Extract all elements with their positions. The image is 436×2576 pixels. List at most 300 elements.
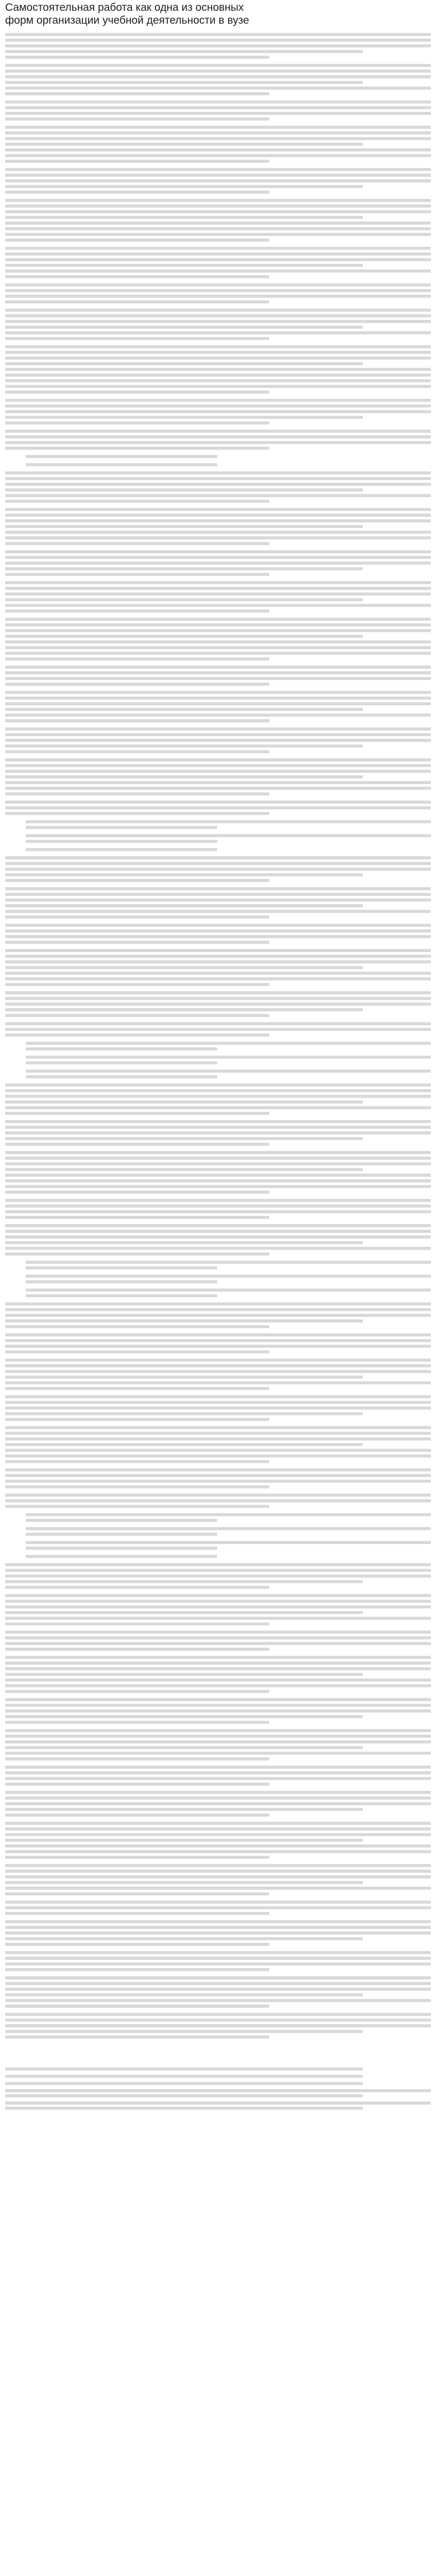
text-line	[26, 463, 217, 466]
text-line	[5, 1205, 431, 1208]
text-line	[5, 1901, 431, 1904]
text-line	[5, 300, 269, 303]
paragraph	[5, 1042, 431, 1050]
text-line	[5, 887, 431, 890]
text-line	[5, 1993, 363, 1996]
text-line	[5, 1350, 269, 1353]
text-line	[5, 258, 431, 261]
text-line	[5, 536, 431, 539]
text-line	[5, 1345, 431, 1348]
text-line	[5, 1864, 431, 1867]
text-line	[26, 1042, 431, 1045]
text-line	[5, 2030, 363, 2033]
text-line	[5, 399, 431, 402]
text-line	[5, 764, 431, 767]
paragraph	[5, 100, 431, 121]
text-line	[26, 1555, 217, 1558]
text-line	[5, 1474, 431, 1477]
paragraph	[5, 1275, 431, 1283]
text-line	[5, 1698, 431, 1701]
text-line	[5, 562, 431, 565]
text-line	[5, 1580, 363, 1583]
text-line	[5, 1679, 431, 1682]
text-line	[5, 691, 431, 694]
text-line	[5, 205, 431, 208]
text-line	[5, 1856, 269, 1859]
text-line	[26, 1533, 217, 1536]
text-line	[5, 935, 431, 938]
article-title: Самостоятельная работа как одна из основных форм организации учебной деятельности в вузе	[5, 2, 249, 26]
paragraph	[5, 1120, 431, 1146]
paragraph	[5, 1563, 431, 1589]
text-line	[5, 1168, 363, 1171]
text-line	[5, 137, 431, 140]
text-line	[5, 1709, 431, 1713]
text-line	[5, 1870, 431, 1873]
text-line	[5, 416, 363, 419]
text-line	[5, 519, 431, 522]
text-line	[5, 1302, 431, 1306]
text-line	[5, 131, 431, 134]
reference-item	[5, 2082, 431, 2085]
text-line	[5, 991, 431, 994]
paragraph	[5, 758, 431, 795]
text-line	[5, 1937, 363, 1940]
text-line	[5, 374, 431, 377]
text-line	[5, 295, 431, 298]
paragraph	[5, 1199, 431, 1219]
text-line	[5, 1839, 363, 1842]
reference-item	[5, 2075, 431, 2078]
text-line	[5, 1112, 269, 1115]
text-line	[5, 623, 431, 626]
text-line	[5, 2036, 269, 2039]
paragraph	[5, 1022, 431, 1037]
text-line	[5, 960, 431, 963]
text-line	[5, 770, 431, 773]
text-line	[5, 1339, 431, 1342]
text-line	[5, 320, 431, 323]
paragraph	[5, 1070, 431, 1078]
text-line	[5, 683, 269, 686]
text-line	[5, 1230, 431, 1233]
text-line	[5, 1376, 363, 1379]
paragraph	[5, 1151, 431, 1194]
paragraph	[5, 1426, 431, 1463]
text-line	[5, 1224, 431, 1227]
text-line	[5, 233, 431, 236]
text-line	[5, 148, 431, 151]
text-line	[5, 1740, 431, 1743]
text-line	[5, 1704, 431, 1707]
text-line	[5, 1319, 363, 1323]
text-line	[5, 916, 269, 919]
text-line	[5, 1844, 431, 1848]
paragraph	[5, 1494, 431, 1508]
text-line	[5, 337, 269, 340]
text-line	[5, 581, 431, 584]
paragraph	[5, 455, 431, 458]
text-line	[5, 1460, 269, 1463]
text-line	[5, 1912, 269, 1915]
paragraph	[5, 247, 431, 278]
text-line	[5, 1137, 363, 1140]
text-line	[5, 671, 431, 674]
text-line	[5, 1014, 269, 1017]
text-line	[26, 1541, 431, 1544]
text-line	[5, 666, 431, 669]
paragraph	[5, 1302, 431, 1328]
text-line	[5, 1636, 431, 1639]
text-line	[5, 758, 431, 761]
text-line	[5, 1443, 363, 1446]
text-line	[5, 1480, 431, 1483]
text-line	[5, 514, 431, 517]
text-line	[5, 2024, 431, 2027]
text-line	[5, 210, 431, 213]
text-line	[5, 873, 363, 876]
text-line	[5, 2075, 363, 2078]
paragraph	[5, 1976, 431, 2008]
paragraph	[5, 1656, 431, 1693]
text-line	[5, 1783, 269, 1786]
text-line	[5, 1827, 431, 1831]
text-line	[5, 216, 363, 219]
text-line	[5, 283, 431, 286]
text-line	[5, 368, 431, 371]
text-line	[5, 1022, 431, 1025]
text-line	[5, 1771, 431, 1774]
text-line	[5, 1191, 269, 1194]
text-line	[5, 1777, 431, 1780]
text-line	[5, 1667, 431, 1670]
text-line	[5, 868, 431, 871]
text-line	[5, 646, 431, 649]
text-line	[5, 126, 431, 129]
text-line	[26, 1261, 431, 1264]
text-line	[5, 652, 431, 655]
text-line	[5, 1574, 431, 1578]
text-line	[5, 160, 269, 163]
text-line	[5, 1143, 269, 1146]
text-line	[5, 1735, 431, 1738]
paragraph	[5, 33, 431, 59]
text-line	[5, 112, 431, 115]
paragraph	[5, 283, 431, 303]
paragraph	[5, 856, 431, 882]
text-line	[5, 635, 363, 638]
text-line	[5, 929, 431, 933]
text-line	[26, 1519, 217, 1522]
text-line	[5, 2102, 431, 2105]
text-line	[5, 812, 269, 815]
text-line	[5, 1364, 431, 1367]
text-line	[5, 697, 431, 700]
text-line	[5, 1757, 269, 1760]
text-line	[5, 1968, 269, 1971]
text-line	[5, 1185, 431, 1188]
text-line	[5, 1131, 431, 1134]
text-line	[5, 1252, 269, 1256]
text-line	[5, 1631, 431, 1634]
text-line	[5, 70, 431, 73]
text-line	[5, 410, 431, 413]
text-line	[5, 269, 431, 273]
text-line	[5, 739, 431, 742]
text-line	[5, 2082, 363, 2085]
text-line	[5, 744, 363, 748]
text-line	[5, 781, 431, 784]
text-line	[5, 1333, 431, 1336]
text-line	[5, 264, 363, 267]
text-line	[5, 222, 431, 225]
text-line	[5, 977, 431, 980]
text-line	[5, 168, 431, 171]
text-line	[5, 708, 363, 711]
text-line	[5, 44, 431, 47]
text-line	[26, 848, 217, 851]
text-line	[5, 1179, 431, 1182]
text-line	[5, 972, 431, 975]
text-line	[26, 1075, 217, 1078]
paragraph	[5, 848, 431, 851]
text-line	[5, 1814, 269, 1817]
text-line	[5, 1642, 431, 1645]
text-line	[5, 1746, 363, 1749]
text-line	[5, 1381, 431, 1384]
text-line	[5, 997, 431, 1000]
text-line	[5, 1126, 431, 1129]
text-line	[5, 550, 431, 553]
text-line	[5, 1008, 363, 1011]
paragraph	[5, 1513, 431, 1522]
text-line	[5, 1120, 431, 1123]
text-line	[5, 1247, 431, 1250]
text-line	[5, 1999, 431, 2002]
text-line	[5, 879, 269, 882]
paragraph	[5, 199, 431, 242]
paragraph	[5, 1901, 431, 1915]
text-line	[5, 421, 269, 425]
text-line	[5, 1931, 431, 1935]
text-line	[5, 488, 363, 492]
paragraph	[5, 1333, 431, 1353]
text-line	[5, 2107, 363, 2110]
text-line	[5, 1174, 431, 1177]
paragraph	[5, 1631, 431, 1651]
paragraph	[5, 430, 431, 450]
paragraph	[5, 345, 431, 394]
text-line	[5, 1387, 269, 1390]
paragraph	[5, 1468, 431, 1488]
text-line	[5, 441, 431, 444]
paragraph	[5, 1864, 431, 1895]
paragraph	[5, 1359, 431, 1390]
text-line	[5, 1766, 431, 1769]
text-line	[5, 904, 363, 907]
text-line	[5, 1715, 363, 1718]
text-line	[5, 1622, 269, 1625]
paragraph	[5, 1791, 431, 1817]
text-line	[5, 1729, 431, 1732]
text-line	[5, 955, 431, 958]
paragraph	[5, 1056, 431, 1064]
text-line	[5, 1199, 431, 1202]
text-line	[5, 1962, 431, 1965]
text-line	[5, 1684, 431, 1687]
references-heading	[5, 2054, 431, 2062]
text-line	[5, 106, 431, 109]
text-line	[26, 1070, 431, 1073]
text-line	[26, 1289, 431, 1292]
text-line	[26, 1266, 217, 1269]
text-line	[5, 727, 431, 731]
paragraph	[5, 1951, 431, 1971]
text-line	[5, 1499, 431, 1502]
text-line	[5, 1797, 431, 1800]
text-line	[5, 629, 431, 632]
text-line	[5, 1808, 363, 1811]
paragraph	[5, 1594, 431, 1625]
paragraph	[5, 801, 431, 815]
text-line	[5, 1791, 431, 1794]
text-line	[5, 247, 431, 250]
text-line	[5, 1951, 431, 1954]
text-line	[5, 87, 431, 90]
text-line	[5, 1406, 431, 1410]
paragraph	[5, 618, 431, 660]
text-line	[5, 787, 431, 790]
text-line	[5, 657, 269, 660]
text-line	[5, 75, 431, 78]
text-line	[5, 1752, 431, 1755]
paragraph	[5, 550, 431, 576]
text-line	[5, 185, 363, 188]
text-line	[5, 154, 431, 157]
text-line	[5, 1563, 431, 1566]
text-line	[5, 357, 431, 360]
text-line	[5, 1976, 431, 1979]
text-line	[5, 1449, 431, 1452]
text-line	[5, 618, 431, 621]
text-line	[5, 677, 431, 680]
text-line	[26, 1294, 217, 1297]
text-line	[5, 592, 431, 596]
text-line	[5, 430, 431, 433]
text-line	[5, 1210, 431, 1213]
text-line	[5, 1605, 431, 1608]
paragraph	[5, 1555, 431, 1558]
text-line	[5, 856, 431, 859]
text-line	[5, 1586, 269, 1589]
text-line	[5, 1833, 431, 1836]
text-line	[5, 1401, 431, 1404]
paragraph	[5, 834, 431, 843]
text-line	[5, 2089, 431, 2092]
text-line	[5, 1100, 363, 1104]
paragraph	[5, 399, 431, 425]
text-line	[5, 1089, 431, 1092]
text-line	[5, 714, 431, 717]
paragraph	[5, 1766, 431, 1786]
references-list	[5, 2067, 431, 2110]
text-line	[5, 1308, 431, 1311]
text-line	[26, 1061, 217, 1064]
text-line	[5, 191, 269, 194]
paragraph	[5, 1822, 431, 1859]
text-line	[26, 455, 217, 458]
text-line	[5, 1617, 431, 1620]
paragraph	[5, 126, 431, 163]
text-line	[5, 733, 431, 736]
text-line	[5, 1485, 269, 1488]
paragraph	[5, 1527, 431, 1536]
text-line	[5, 1920, 431, 1923]
text-line	[5, 910, 431, 913]
text-line	[5, 362, 363, 365]
text-line	[5, 1982, 431, 1985]
text-line	[5, 331, 431, 334]
text-line	[5, 314, 431, 317]
text-line	[5, 1033, 269, 1037]
text-line	[5, 1875, 431, 1878]
text-line	[5, 179, 431, 182]
text-line	[5, 483, 431, 486]
text-line	[5, 391, 269, 394]
text-line	[5, 1822, 431, 1825]
text-line	[5, 239, 269, 242]
text-line	[5, 1673, 363, 1676]
text-line	[5, 899, 431, 902]
text-line	[5, 1850, 431, 1853]
text-line	[5, 1162, 431, 1165]
reference-item	[5, 2067, 431, 2071]
text-line	[5, 227, 431, 230]
paragraph	[5, 581, 431, 613]
text-line	[5, 50, 363, 53]
paragraph	[5, 666, 431, 686]
text-line	[5, 640, 431, 643]
text-line	[5, 1083, 431, 1087]
text-line	[26, 1056, 431, 1059]
text-line	[5, 500, 269, 503]
text-line	[5, 775, 363, 778]
body-text-placeholder	[5, 33, 431, 2039]
text-line	[5, 100, 431, 104]
text-line	[5, 1662, 431, 1665]
text-line	[5, 1157, 431, 1160]
text-line	[5, 1216, 269, 1219]
text-line	[5, 1600, 431, 1603]
text-line	[5, 92, 269, 95]
text-line	[5, 1943, 269, 1946]
article-body	[5, 33, 431, 2110]
text-line	[5, 252, 431, 256]
text-line	[5, 1594, 431, 1597]
text-line	[5, 1957, 431, 1960]
text-line	[5, 385, 431, 388]
paragraph	[5, 949, 431, 986]
text-line	[5, 477, 431, 480]
text-line	[5, 801, 431, 804]
paragraph	[5, 1395, 431, 1421]
paragraph	[5, 1083, 431, 1115]
text-line	[5, 702, 431, 705]
text-line	[5, 143, 363, 146]
text-line	[26, 834, 431, 837]
text-line	[5, 1802, 431, 1805]
text-line	[26, 1547, 217, 1550]
